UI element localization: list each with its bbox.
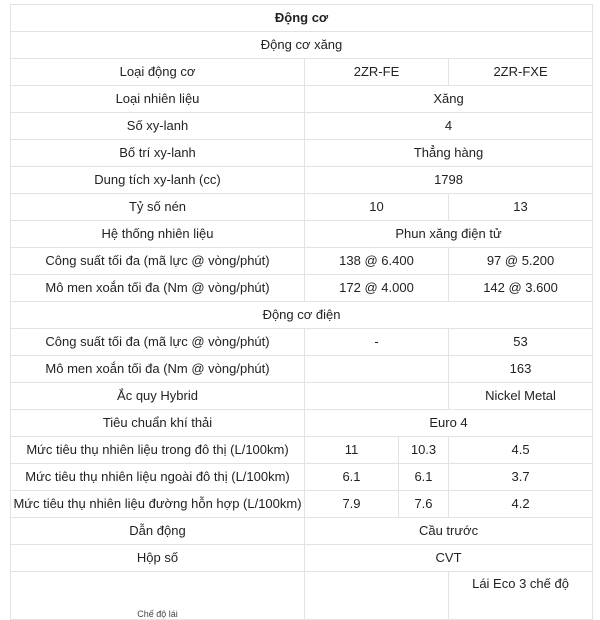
cell-value: 2ZR-FE xyxy=(305,59,449,86)
cell-value: 6.1 xyxy=(399,464,449,491)
cell-value: 3.7 xyxy=(449,464,593,491)
section-electric-motor: Động cơ điện xyxy=(11,302,593,329)
cell-value: 2ZR-FXE xyxy=(449,59,593,86)
row-label: Dẫn động xyxy=(11,518,305,545)
row-label: Mức tiêu thụ nhiên liệu ngoài đô thị (L/100km) xyxy=(11,464,305,491)
table-row xyxy=(11,545,593,572)
cell-value: 7.9 xyxy=(305,491,399,518)
cell-value: 142 @ 3.600 xyxy=(449,275,593,302)
row-label: Hộp số xyxy=(11,545,305,572)
cell-value: Thẳng hàng xyxy=(305,140,593,167)
row-label: Mô men xoắn tối đa (Nm @ vòng/phút) xyxy=(11,356,305,383)
cell-value: Phun xăng điện tử xyxy=(305,221,593,248)
cell-value: Xăng xyxy=(305,86,593,113)
table-row xyxy=(11,86,593,113)
table-row xyxy=(11,383,593,410)
cell-value: 53 xyxy=(449,329,593,356)
cell-value: 4.2 xyxy=(449,491,593,518)
section-gas-engine: Động cơ xăng xyxy=(11,32,593,59)
table-row xyxy=(11,140,593,167)
table-row xyxy=(11,464,593,491)
table-row xyxy=(11,194,593,221)
row-label: Mức tiêu thụ nhiên liệu đường hỗn hợp (L/100km) xyxy=(11,491,305,518)
cell-value: CVT xyxy=(305,545,593,572)
row-label: Số xy-lanh xyxy=(11,113,305,140)
table-row xyxy=(11,113,593,140)
cell-value: 1798 xyxy=(305,167,593,194)
row-label: Tỷ số nén xyxy=(11,194,305,221)
cell-value: Cầu trước xyxy=(305,518,593,545)
cell-value: 4 xyxy=(305,113,593,140)
row-label: Hệ thống nhiên liệu xyxy=(11,221,305,248)
table-row xyxy=(11,329,593,356)
table-row xyxy=(11,356,593,383)
cell-value-empty xyxy=(305,572,449,620)
row-label: Dung tích xy-lanh (cc) xyxy=(11,167,305,194)
cell-value: 11 xyxy=(305,437,399,464)
cell-value: 10.3 xyxy=(399,437,449,464)
cell-value: 6.1 xyxy=(305,464,399,491)
row-label: Công suất tối đa (mã lực @ vòng/phút) xyxy=(11,248,305,275)
row-label: Loại nhiên liệu xyxy=(11,86,305,113)
table-row xyxy=(11,275,593,302)
cell-value: 138 @ 6.400 xyxy=(305,248,449,275)
table-row xyxy=(11,248,593,275)
table-row xyxy=(11,221,593,248)
cell-value: 97 @ 5.200 xyxy=(449,248,593,275)
cell-value: 163 xyxy=(449,356,593,383)
cell-value: 172 @ 4.000 xyxy=(305,275,449,302)
table-row xyxy=(11,5,593,32)
cell-value: - xyxy=(305,329,449,356)
row-label: Loại động cơ xyxy=(11,59,305,86)
cell-value xyxy=(305,383,449,410)
cell-value: 13 xyxy=(449,194,593,221)
table-row xyxy=(11,167,593,194)
row-label: Bố trí xy-lanh xyxy=(11,140,305,167)
row-label: Công suất tối đa (mã lực @ vòng/phút) xyxy=(11,329,305,356)
table-row xyxy=(11,491,593,518)
table-title: Động cơ xyxy=(11,5,593,32)
cell-value: Lái Eco 3 chế độ xyxy=(449,572,593,620)
table-row xyxy=(11,32,593,59)
cell-value: 10 xyxy=(305,194,449,221)
cell-value xyxy=(305,356,449,383)
cell-value: Euro 4 xyxy=(305,410,593,437)
table-row xyxy=(11,518,593,545)
table-row xyxy=(11,437,593,464)
row-label: Mô men xoắn tối đa (Nm @ vòng/phút) xyxy=(11,275,305,302)
table-row xyxy=(11,302,593,329)
row-label: Chế độ lái xyxy=(11,572,305,620)
cell-value: 7.6 xyxy=(399,491,449,518)
cell-value: 4.5 xyxy=(449,437,593,464)
table-row xyxy=(11,410,593,437)
engine-spec-table xyxy=(10,4,593,620)
row-label: Mức tiêu thụ nhiên liệu trong đô thị (L/100km) xyxy=(11,437,305,464)
row-label: Tiêu chuẩn khí thải xyxy=(11,410,305,437)
table-row xyxy=(11,59,593,86)
table-row xyxy=(11,572,593,620)
row-label: Ắc quy Hybrid xyxy=(11,383,305,410)
cell-value: Nickel Metal xyxy=(449,383,593,410)
